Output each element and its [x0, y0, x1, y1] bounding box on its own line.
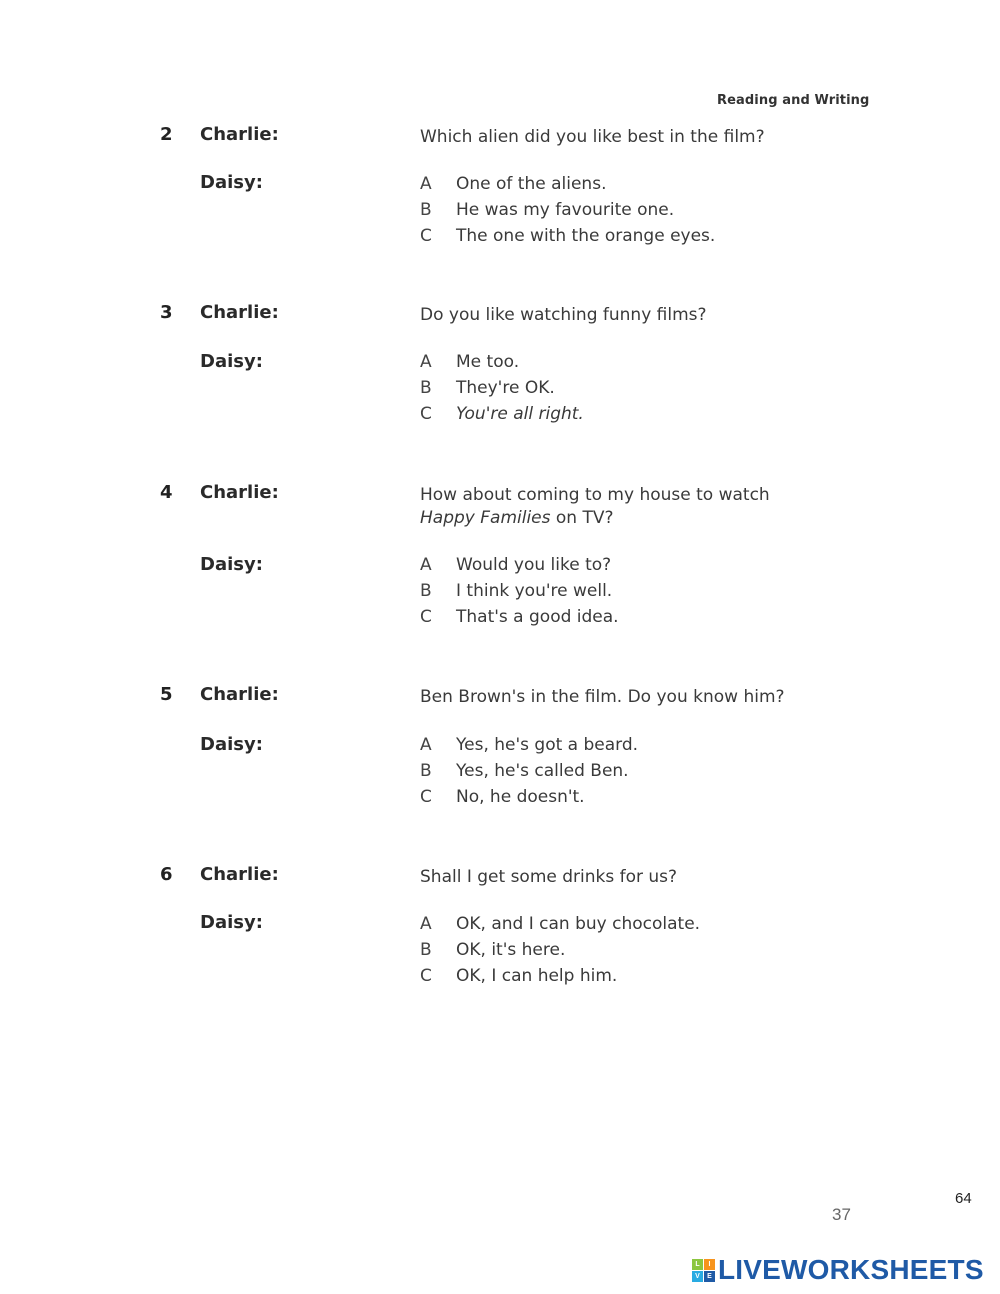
prompt-line-1: How about coming to my house to watch: [420, 485, 770, 505]
speaker-charlie: Charlie:: [200, 302, 279, 323]
option-letter: A: [420, 735, 432, 755]
option-a[interactable]: [420, 914, 700, 940]
option-text: OK, I can help him.: [456, 966, 618, 986]
speaker-daisy: Daisy:: [200, 172, 263, 193]
speaker-daisy: Daisy:: [200, 734, 263, 755]
speaker-daisy: Daisy:: [200, 554, 263, 575]
option-letter: B: [420, 378, 432, 398]
option-a[interactable]: [420, 174, 606, 200]
question-prompt: Shall I get some drinks for us?: [420, 867, 678, 887]
option-a[interactable]: [420, 735, 638, 761]
option-letter: C: [420, 226, 432, 246]
option-text: You're all right.: [456, 404, 584, 424]
show-title: Happy Families: [420, 508, 551, 528]
option-letter: C: [420, 607, 432, 627]
option-letter: A: [420, 174, 432, 194]
option-letter: C: [420, 966, 432, 986]
option-text: The one with the orange eyes.: [456, 226, 716, 246]
speaker-daisy: Daisy:: [200, 912, 263, 933]
question-number: 3: [160, 302, 173, 323]
option-text: That's a good idea.: [456, 607, 619, 627]
option-text: They're OK.: [456, 378, 555, 398]
option-letter: A: [420, 914, 432, 934]
question-prompt: Do you like watching funny films?: [420, 305, 707, 325]
option-text: One of the aliens.: [456, 174, 607, 194]
logo-cell-l: L: [692, 1259, 703, 1270]
option-b[interactable]: [420, 761, 629, 787]
question-prompt: [420, 484, 820, 530]
option-text: Me too.: [456, 352, 520, 372]
brand-name: LIVEWORKSHEETS: [718, 1254, 984, 1285]
option-letter: B: [420, 940, 432, 960]
liveworksheets-logo-icon: [692, 1259, 715, 1282]
option-text: OK, and I can buy chocolate.: [456, 914, 701, 934]
speaker-daisy: Daisy:: [200, 351, 263, 372]
speaker-charlie: Charlie:: [200, 864, 279, 885]
option-b[interactable]: [420, 940, 565, 966]
option-text: I think you're well.: [456, 581, 613, 601]
question-number: 5: [160, 684, 173, 705]
option-a[interactable]: [420, 352, 519, 378]
question-prompt: Which alien did you like best in the film?: [420, 127, 765, 147]
question-number: 4: [160, 482, 173, 503]
option-letter: C: [420, 787, 432, 807]
prompt-line-2: [420, 507, 820, 530]
liveworksheets-brand[interactable]: [692, 1254, 984, 1286]
logo-cell-i: I: [704, 1259, 715, 1270]
speaker-charlie: Charlie:: [200, 684, 279, 705]
option-text: No, he doesn't.: [456, 787, 585, 807]
option-c[interactable]: [420, 787, 585, 813]
corner-page-number: 64: [955, 1190, 972, 1207]
speaker-charlie: Charlie:: [200, 124, 279, 145]
option-c[interactable]: [420, 966, 617, 992]
option-c[interactable]: [420, 226, 715, 252]
option-text: Would you like to?: [456, 555, 612, 575]
option-letter: A: [420, 555, 432, 575]
speaker-charlie: Charlie:: [200, 482, 279, 503]
question-number: 2: [160, 124, 173, 145]
prompt-line-2-rest: on TV?: [550, 508, 614, 528]
option-b[interactable]: [420, 378, 555, 404]
option-letter: B: [420, 761, 432, 781]
option-text: OK, it's here.: [456, 940, 566, 960]
option-b[interactable]: [420, 581, 612, 607]
option-a[interactable]: [420, 555, 611, 581]
section-header: Reading and Writing: [717, 93, 870, 108]
option-c[interactable]: [420, 607, 619, 633]
question-prompt: Ben Brown's in the film. Do you know him?: [420, 687, 785, 707]
option-letter: B: [420, 581, 432, 601]
page-number: 37: [832, 1205, 851, 1224]
option-letter: B: [420, 200, 432, 220]
question-number: 6: [160, 864, 173, 885]
option-letter: C: [420, 404, 432, 424]
option-text: He was my favourite one.: [456, 200, 675, 220]
logo-cell-e: E: [704, 1271, 715, 1282]
option-text: Yes, he's called Ben.: [456, 761, 629, 781]
option-c[interactable]: [420, 404, 584, 430]
option-b[interactable]: [420, 200, 674, 226]
logo-cell-v: V: [692, 1271, 703, 1282]
option-letter: A: [420, 352, 432, 372]
option-text: Yes, he's got a beard.: [456, 735, 639, 755]
